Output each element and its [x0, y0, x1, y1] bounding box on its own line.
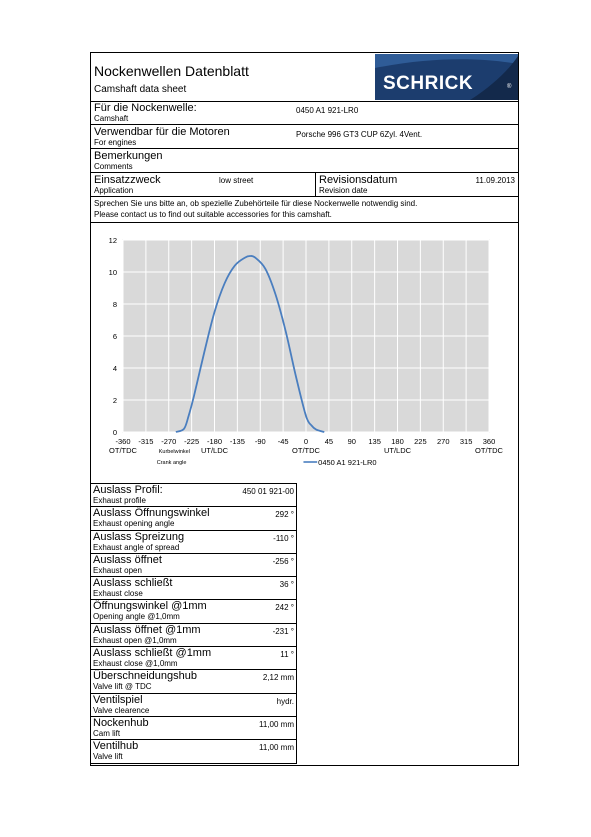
param-label-en: Exhaust open	[93, 565, 142, 575]
x-tick-label: -225	[184, 437, 200, 446]
param-row	[91, 694, 296, 717]
param-value: 292 °	[275, 510, 294, 520]
x-tick-label: -45	[277, 437, 289, 446]
param-label: Ventilhub	[93, 740, 139, 753]
revision-value: 11.09.2013	[475, 176, 515, 185]
y-tick-label: 10	[108, 268, 117, 277]
comments-label-en: Comments	[94, 162, 133, 171]
row-divider	[315, 173, 316, 196]
application-label: Einsatzzweck	[94, 174, 161, 186]
x-tick-label: 135	[368, 437, 381, 446]
param-value: 11 °	[280, 650, 294, 660]
logo-text: SCHRICK	[383, 73, 474, 94]
engines-label: Verwendbar für die Motoren	[94, 126, 230, 138]
param-label-en: Cam lift	[93, 728, 121, 738]
notice-block	[91, 197, 518, 223]
y-tick-label: 0	[112, 428, 117, 437]
y-tick-label: 4	[112, 364, 117, 373]
y-tick-label: 8	[112, 300, 117, 309]
x-sublabel: UT/LDC	[383, 446, 412, 455]
param-value: 11,00 mm	[259, 719, 294, 729]
x-tick-label: 0	[303, 437, 309, 446]
param-row	[91, 484, 296, 507]
param-label-en: Opening angle @1,0mm	[93, 612, 180, 622]
param-label-en: Exhaust open @1,0mm	[93, 635, 177, 645]
param-value: 11,00 mm	[259, 743, 294, 753]
param-label: Überschneidungshub	[93, 670, 197, 683]
param-value: hydr.	[276, 696, 294, 706]
revision-label-en: Revision date	[319, 186, 368, 195]
page-subtitle: Camshaft data sheet	[94, 84, 187, 95]
param-value: 242 °	[275, 603, 294, 613]
row-comments	[91, 149, 518, 173]
param-label: Ventilspiel	[93, 693, 143, 706]
x-tick-label: 360	[482, 437, 496, 446]
notice-de: Sprechen Sie uns bitte an, ob spezielle Zubehörteile für diese Nockenwelle notwendig sind.	[94, 199, 418, 208]
notice-en: Please contact us to find out suitable accessories for this camshaft.	[94, 210, 332, 219]
param-row	[91, 717, 296, 740]
param-label: Auslass schließt	[93, 577, 173, 590]
datasheet	[90, 52, 519, 766]
x-sublabel: OT/TDC	[109, 446, 137, 455]
x-axis-title: Kurbelwinkel	[158, 449, 190, 455]
engines-value: Porsche 996 GT3 CUP 6Zyl. 4Vent.	[296, 130, 423, 139]
x-sublabel: OT/TDC	[475, 446, 503, 455]
param-row	[91, 624, 296, 647]
logo-registered-mark: ®	[507, 84, 512, 90]
row-application-revision	[91, 173, 518, 197]
param-label-en: Exhaust opening angle	[93, 519, 175, 529]
engines-label-en: For engines	[94, 138, 137, 147]
x-tick-label: -270	[161, 437, 177, 446]
param-label: Nockenhub	[93, 716, 149, 729]
param-value: 36 °	[279, 580, 294, 590]
camshaft-label-en: Camshaft	[94, 114, 129, 123]
x-tick-label: -180	[206, 437, 223, 446]
param-value: 450 01 921-00	[242, 487, 294, 496]
legend-label: 0450 A1 921-LR0	[318, 458, 377, 467]
param-label: Auslass öffnet @1mm	[93, 623, 201, 636]
param-value: 2,12 mm	[262, 673, 294, 683]
param-label: Auslass schließt @1mm	[93, 647, 212, 660]
row-camshaft	[91, 101, 518, 125]
param-label-en: Valve lift @ TDC	[93, 682, 152, 692]
x-tick-label: -315	[138, 437, 154, 446]
x-tick-label: -360	[115, 437, 131, 446]
x-axis-title-en: Crank angle	[156, 460, 187, 466]
parameter-table	[91, 483, 297, 764]
x-tick-label: -135	[229, 437, 245, 446]
param-row	[91, 670, 296, 693]
param-row	[91, 507, 296, 530]
param-row	[91, 647, 296, 670]
param-value: -256 °	[272, 556, 294, 566]
x-tick-label: 180	[391, 437, 404, 446]
x-sublabel: OT/TDC	[292, 446, 320, 455]
x-tick-label: 90	[347, 437, 356, 446]
x-tick-label: 270	[436, 437, 450, 446]
camshaft-value: 0450 A1 921-LR0	[296, 106, 359, 115]
param-label: Auslass öffnet	[93, 553, 162, 566]
camshaft-label: Für die Nockenwelle:	[94, 102, 197, 114]
row-engines	[91, 125, 518, 149]
page-title: Nockenwellen Datenblatt	[94, 63, 249, 79]
sheet-header	[91, 53, 518, 102]
revision-label: Revisionsdatum	[319, 174, 398, 186]
application-value: low street	[219, 176, 254, 185]
param-value: -110 °	[273, 533, 294, 543]
x-sublabel: UT/LDC	[200, 446, 229, 455]
param-value: -231 °	[272, 626, 294, 636]
param-label-en: Valve lift	[93, 752, 123, 762]
x-tick-label: 315	[459, 437, 473, 446]
y-tick-label: 2	[112, 396, 117, 405]
param-label: Auslass Spreizung	[93, 530, 185, 543]
param-label: Auslass Öffnungswinkel	[93, 507, 210, 520]
x-tick-label: -90	[254, 437, 266, 446]
param-label-en: Exhaust angle of spread	[93, 542, 180, 552]
param-label-en: Exhaust close @1,0mm	[93, 659, 178, 669]
param-label-en: Exhaust close	[93, 589, 143, 599]
param-row	[91, 554, 296, 577]
valve-lift-chart	[91, 225, 518, 475]
param-label-en: Valve clearence	[93, 705, 150, 715]
comments-label: Bemerkungen	[94, 150, 163, 162]
y-tick-label: 12	[108, 236, 117, 245]
param-row	[91, 531, 296, 554]
y-tick-label: 6	[112, 332, 117, 341]
application-label-en: Application	[94, 186, 134, 195]
schrick-logo	[375, 54, 518, 100]
param-label: Öffnungswinkel @1mm	[93, 600, 207, 613]
x-tick-label: 225	[414, 437, 427, 446]
x-tick-label: 45	[324, 437, 334, 446]
param-label-en: Exhaust profile	[93, 496, 146, 505]
param-row	[91, 600, 296, 623]
param-row	[91, 740, 296, 763]
param-row	[91, 577, 296, 600]
param-label: Auslass Profil:	[93, 484, 163, 496]
